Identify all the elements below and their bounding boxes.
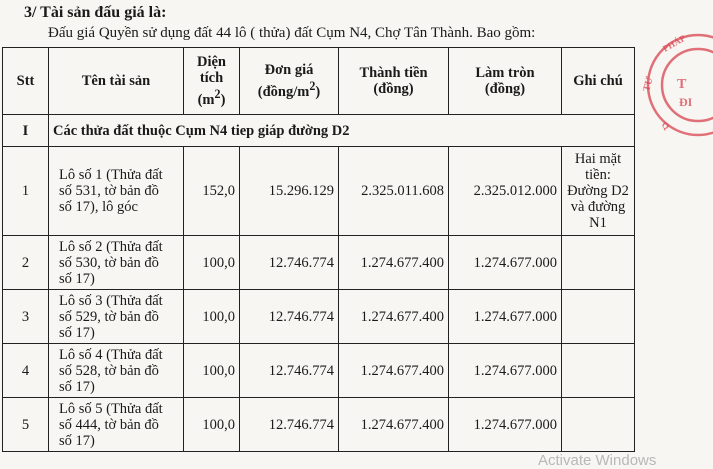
cell-note-line: Đường D2 (567, 183, 629, 199)
cell-name-line: số 444, tờ bản đồ (59, 416, 159, 433)
cell-note (562, 236, 635, 290)
cell-name-line: số 529, tờ bản đồ (59, 308, 159, 325)
cell-area: 100,0 (184, 344, 240, 398)
header-price-unit (244, 78, 334, 100)
cell-name (49, 147, 184, 236)
cell-name-line: số 17) (59, 378, 95, 395)
header-area-line1: Diện (197, 54, 226, 71)
area-unit-open: (m (197, 91, 215, 108)
header-name: Tên tài sản (49, 48, 184, 115)
cell-price: 15.296.129 (240, 147, 339, 236)
header-rounded-line1: Làm tròn (475, 65, 535, 81)
section-title: Các thửa đất thuộc Cụm N4 tiep giáp đường D2 (49, 115, 635, 147)
intro-text: Đấu giá Quyền sử dụng đất 44 lô ( thửa) đất Cụm N4, Chợ Tân Thành. Bao gồm: (48, 25, 536, 41)
header-price-line1: Đơn giá (264, 62, 314, 79)
header-total (339, 48, 449, 115)
cell-rounded: 1.274.677.000 (449, 398, 562, 452)
table-row (3, 236, 635, 290)
cell-area: 100,0 (184, 236, 240, 290)
cell-name-line: số 17) (59, 324, 95, 341)
cell-rounded: 1.274.677.000 (449, 290, 562, 344)
price-unit-sup: 2 (309, 79, 316, 94)
cell-total: 2.325.011.608 (339, 147, 449, 236)
table-row (3, 147, 635, 236)
cell-note (562, 290, 635, 344)
header-rounded-line2: (đồng) (484, 81, 526, 97)
svg-text:ĐI: ĐI (679, 95, 693, 109)
header-area-unit (188, 86, 235, 108)
cell-stt: 5 (3, 398, 49, 452)
cell-area: 100,0 (184, 290, 240, 344)
cell-note-line: Hai mặt (574, 151, 622, 167)
cell-name (49, 290, 184, 344)
cell-name-line: số 528, tờ bản đồ (59, 362, 159, 379)
table-row (3, 398, 635, 452)
cell-stt: 4 (3, 344, 49, 398)
svg-text:T: T (677, 77, 687, 92)
header-price (240, 48, 339, 115)
cell-area: 152,0 (184, 147, 240, 236)
cell-price: 12.746.774 (240, 344, 339, 398)
cell-name-line: Lô số 2 (Thửa đất (59, 238, 163, 255)
cell-name-line: Lô số 4 (Thửa đất (59, 346, 163, 363)
cell-name-line: Lô số 1 (Thửa đất (59, 167, 163, 183)
cell-total: 1.274.677.400 (339, 398, 449, 452)
cell-note (562, 398, 635, 452)
svg-text:Q: Q (659, 119, 672, 132)
cell-name (49, 344, 184, 398)
cell-name (49, 236, 184, 290)
area-unit-close: ) (220, 91, 226, 108)
cell-note-line: tiền: (585, 167, 611, 183)
section-row (3, 115, 635, 147)
cell-name-line: số 17), lô góc (59, 199, 138, 215)
cell-note-line: N1 (589, 215, 607, 231)
cell-stt: 1 (3, 147, 49, 236)
cell-total: 1.274.677.400 (339, 236, 449, 290)
cell-name-line: số 530, tờ bản đồ (59, 254, 159, 271)
cell-name-line: số 531, tờ bản đồ (59, 183, 159, 199)
cell-name-line: số 17) (59, 432, 95, 449)
cell-note-line: và đường (570, 199, 626, 215)
cell-price: 12.746.774 (240, 290, 339, 344)
cell-stt: 3 (3, 290, 49, 344)
table-row (3, 344, 635, 398)
assets-table (2, 47, 635, 452)
cell-name-line: số 17) (59, 270, 95, 287)
header-area (184, 48, 240, 115)
header-stt: Stt (3, 48, 49, 115)
cell-total: 1.274.677.400 (339, 290, 449, 344)
table-row (3, 290, 635, 344)
cell-name (49, 398, 184, 452)
price-unit-open: (đồng/m (257, 83, 310, 100)
cell-name-line: Lô số 3 (Thửa đất (59, 292, 163, 309)
official-seal (643, 30, 713, 140)
area-unit-sup: 2 (214, 87, 221, 102)
section-heading: 3/ Tài sản đấu giá là: (24, 4, 167, 21)
header-total-line2: (đồng) (373, 81, 414, 97)
cell-rounded: 1.274.677.000 (449, 344, 562, 398)
cell-price: 12.746.774 (240, 236, 339, 290)
price-unit-close: ) (315, 83, 321, 100)
header-row (3, 48, 635, 115)
cell-note (562, 147, 635, 236)
cell-total: 1.274.677.400 (339, 344, 449, 398)
header-note: Ghi chú (562, 48, 635, 115)
cell-name-line: Lô số 5 (Thửa đất (59, 400, 163, 417)
cell-price: 12.746.774 (240, 398, 339, 452)
cell-rounded: 2.325.012.000 (449, 147, 562, 236)
windows-activation-watermark: Activate Windows (538, 452, 657, 469)
cell-stt: 2 (3, 236, 49, 290)
header-rounded (449, 48, 562, 115)
cell-note (562, 344, 635, 398)
header-area-line2: tích (199, 70, 224, 87)
svg-text:TƯ: TƯ (641, 75, 656, 93)
header-total-line1: Thành tiền (359, 65, 428, 81)
cell-rounded: 1.274.677.000 (449, 236, 562, 290)
cell-area: 100,0 (184, 398, 240, 452)
section-stt: I (3, 115, 49, 147)
svg-text:PHÁP: PHÁP (661, 32, 688, 54)
